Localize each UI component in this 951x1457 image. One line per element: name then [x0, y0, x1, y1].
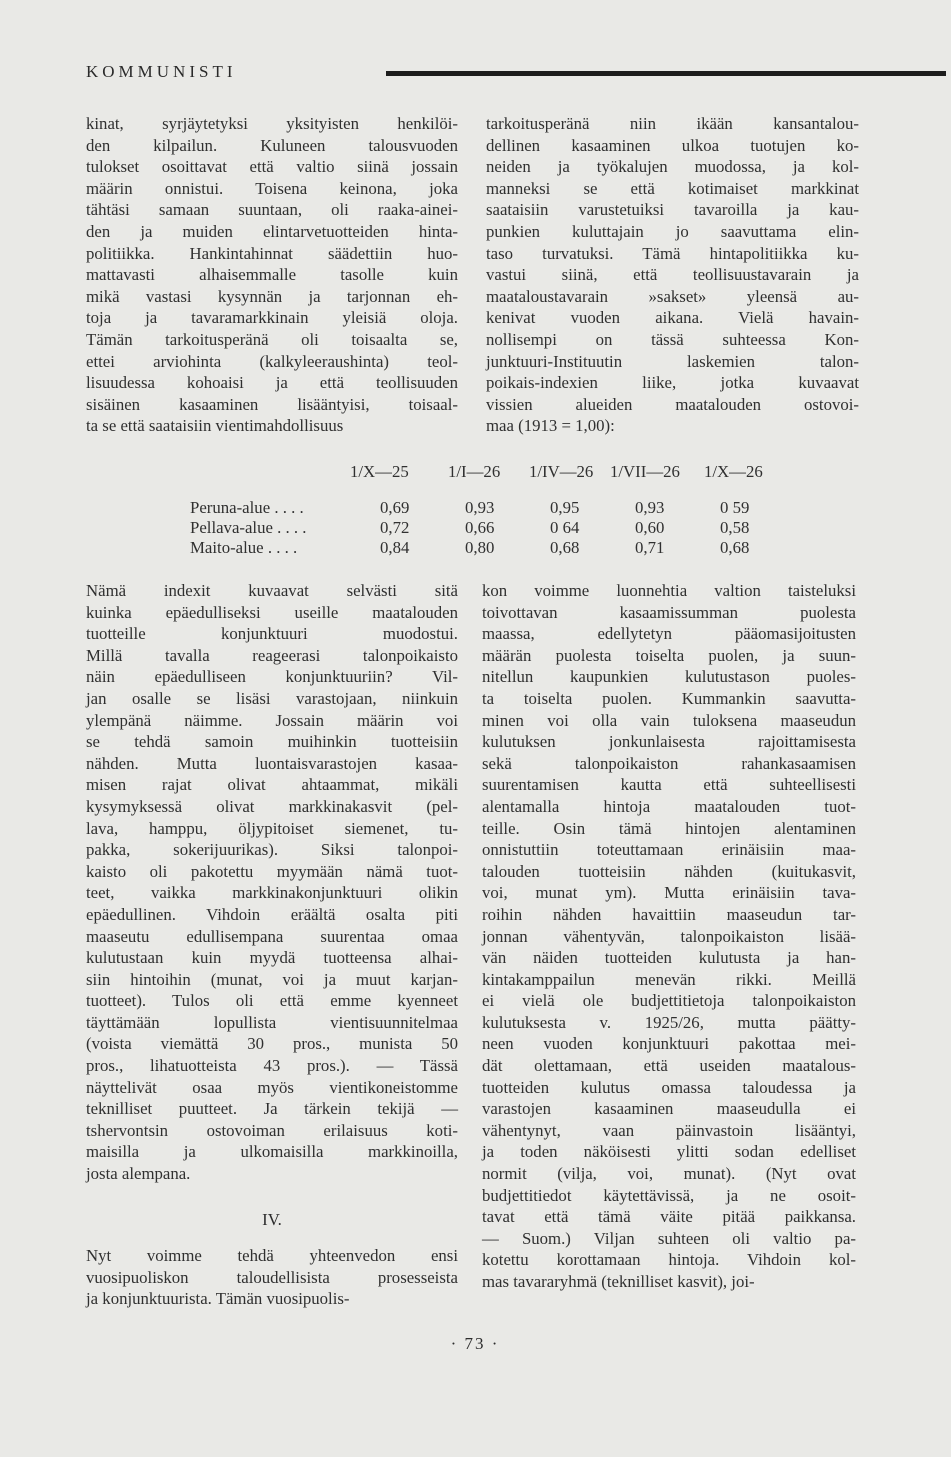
text-line: tuotteiden kulutus omassa taloudessa ja	[482, 1077, 856, 1097]
bottom-left-column	[86, 580, 458, 1185]
text-line: mattavasti alhaisemmalle tasolle kuin	[86, 265, 458, 285]
text-line: dät olettamaan, että useiden maatalous-	[482, 1056, 856, 1076]
text-line: nitellun kaupunkien kulutustason puoles-	[482, 667, 856, 687]
top-left-column	[86, 113, 458, 437]
text-line: poikais-indexien liike, jotka kuvaavat	[486, 373, 859, 393]
text-line: mikä vastasi kysynnän ja tarjonnan eh-	[86, 286, 458, 306]
bottom-right-column	[482, 580, 856, 1293]
text-line: dellinen kasaaminen ulkoa tuotujen ko-	[486, 135, 859, 155]
text-line: neiden ja työkalujen muodossa, ja kol-	[486, 157, 859, 177]
text-line: normit (vilja, voi, munat). (Nyt ovat	[482, 1164, 856, 1184]
table-cell: 0,68	[720, 538, 750, 557]
text-line: den ja muiden elintarvetuotteiden hinta-	[86, 221, 458, 241]
table-cell: 0,95	[550, 498, 580, 517]
text-line: tavat että tämä väite pitää paikkansa.	[482, 1207, 856, 1227]
text-line: josta alempana.	[86, 1164, 191, 1184]
header-rule	[386, 71, 946, 76]
text-line: kotettu korottamaan hintoja. Vihdoin kol-	[482, 1250, 856, 1270]
text-line: mas tavararyhmä (teknilliset kasvit), joi-	[482, 1272, 755, 1291]
text-line: teet, vaikka markkinakonjunktuuri olikin	[86, 883, 458, 903]
text-line: määrin onnistui. Toisena keinona, joka	[86, 178, 458, 198]
text-line: roihin nähden havaittiin maaseudun tar-	[482, 904, 856, 924]
text-line: kintakamppailun menevän rikki. Meillä	[482, 969, 856, 989]
page-number: · 73 ·	[450, 1334, 500, 1353]
text-line: tuotteet). Tulos oli että emme kyenneet	[86, 991, 458, 1011]
text-line: ettei arviohinta (kalkyleeraushinta) teol-	[86, 351, 458, 371]
text-line: siin hintoihin (munat, voi ja muut karjan-	[86, 969, 458, 989]
text-line: voi, munat ym). Mutta erinäisiin tava-	[482, 883, 856, 903]
text-line: nähden. Mutta luontaisvarastojen kasaa-	[86, 753, 458, 773]
text-line: tarkoitusperänä niin ikään kansantalou-	[486, 114, 859, 133]
text-line: — Suom.) Viljan suhteen oli valtio pa-	[482, 1228, 856, 1248]
text-line: Nämä indexit kuvaavat selvästi sitä	[86, 581, 458, 600]
table-row	[190, 498, 790, 518]
text-line: vähentynyt, vaan päinvastoin lisääntyi,	[482, 1120, 856, 1140]
text-line: pros., lihatuotteista 43 pros.). — Tässä	[86, 1056, 458, 1076]
table-cell: 0,60	[635, 518, 665, 537]
text-line: varastojen kasaaminen maaseudulla ei	[482, 1099, 856, 1119]
text-line: teknilliset puutteet. Ja tärkein tekijä —	[86, 1099, 458, 1119]
table-cell: 0 64	[550, 518, 580, 537]
text-line: näin epäedulliseen konjunktuuriin? Vil-	[86, 667, 458, 687]
text-line: epäedullinen. Vihdoin eräältä osalta piti	[86, 904, 458, 924]
text-line: lava, hamppu, öljypitoiset siemenet, tu-	[86, 818, 458, 838]
row-label: Pellava-alue . . . .	[190, 518, 307, 537]
text-line: kon voimme luonnehtia valtion taisteluksi	[482, 581, 856, 600]
text-line: vastui siinä, että teollisuustavarain ja	[486, 265, 859, 285]
text-line: den kilpailun. Kuluneen talousvuoden	[86, 135, 458, 155]
table-cell: 0 59	[720, 498, 750, 517]
text-line: sekä talonpoikaiston rahankasaamisen	[482, 753, 856, 773]
table-header: 1/X—25	[350, 462, 409, 481]
table-row	[190, 538, 790, 558]
table-header: 1/IV—26	[529, 462, 594, 481]
text-line: sisäinen kasaaminen lisääntyisi, toisaal-	[86, 394, 458, 414]
text-line: tähtäsi samaan suuntaan, oli raaka-ainei-	[86, 200, 458, 220]
text-line: neen vuoden konjunktuuri pakottaa mei-	[482, 1034, 856, 1054]
table-header: 1/X—26	[704, 462, 763, 481]
table-cell: 0,69	[380, 498, 410, 517]
text-line: jan osalle se lisäsi varastojaan, niinkuin	[86, 688, 458, 708]
row-label: Maito-alue . . . .	[190, 538, 298, 557]
table-cell: 0,71	[635, 538, 665, 557]
text-line: Millä tavalla reageerasi talonpoikaisto	[86, 645, 458, 665]
table-header: 1/I—26	[448, 462, 501, 481]
text-line: politiikka. Hankintahinnat säädettiin huo-	[86, 243, 458, 263]
table-header: 1/VII—26	[610, 462, 680, 481]
text-line: kinat, syrjäytetyksi yksityisten henkilöi-	[86, 114, 458, 133]
text-line: ei vielä ole budjettitietoja talonpoikaiston	[482, 991, 856, 1011]
text-line: (voista viemättä 30 pros., munista 50	[86, 1034, 458, 1054]
table-cell: 0,84	[380, 538, 410, 557]
text-line: Tämän tarkoitusperänä oli toisaalta se,	[86, 329, 458, 349]
text-line: vuosipuoliskon taloudellisista prosesseista	[86, 1267, 458, 1287]
bottom-left-continued	[86, 1245, 458, 1310]
text-line: minen voi olla vain tuloksena maaseudun	[482, 710, 856, 730]
text-line: ja konjunktuurista. Tämän vuosipuolis-	[86, 1289, 350, 1309]
text-line: toja ja tavaramarkkinain yleisiä oloja.	[86, 308, 458, 328]
text-line: suurentamisen kautta että suhteellisesti	[482, 775, 856, 795]
table-cell: 0,80	[465, 538, 495, 557]
table-cell: 0,93	[635, 498, 665, 517]
table-cell: 0,72	[380, 518, 410, 537]
text-line: täyttämään lopullista vientisuunnitelmaa	[86, 1012, 458, 1032]
text-line: maaseutu edullisempana suurentaa omaa	[86, 926, 458, 946]
table-header-row	[190, 462, 790, 484]
text-line: lisuudessa kohoaisi ja että teollisuuden	[86, 373, 458, 393]
top-right-column	[486, 113, 859, 437]
text-line: budjettitiedot käytettävissä, ja ne osoit-	[482, 1185, 856, 1205]
text-line: onnistuttiin toteuttamaan erinäisiin maa-	[482, 840, 856, 860]
text-line: tulokset osoittavat että valtio siinä jossain	[86, 157, 458, 177]
text-line: talouden tuotteisiin nähden (kuitukasvit,	[482, 861, 856, 881]
text-line: kenivat vuoden aikana. Vielä havain-	[486, 308, 859, 328]
text-line: manneksi se että kotimaiset markkinat	[486, 178, 859, 198]
table-cell: 0,68	[550, 538, 580, 557]
table-row	[190, 518, 790, 538]
text-line: ta toiselta puolen. Kummankin saavutta-	[482, 688, 856, 708]
table-cell: 0,93	[465, 498, 495, 517]
text-line: se tehdä samoin muihinkin tuotteisiin	[86, 732, 458, 752]
text-line: misen rajat olivat ahtaammat, mikäli	[86, 775, 458, 795]
text-line: tshervontsin ostovoiman erilaisuus koti-	[86, 1120, 458, 1140]
text-line: nollisempi on tässä suhteessa Kon-	[486, 329, 859, 349]
text-line: näyttelivät osaa myös vientikoneistomme	[86, 1077, 458, 1097]
text-line: maassa, edellytetyn pääomasijoitusten	[482, 624, 856, 644]
text-line: ja toden näköisesti ylitti sodan edelliset	[482, 1142, 856, 1162]
text-line: ta se että saataisiin vientimahdollisuus	[86, 416, 344, 436]
text-line: teille. Osin tämä hintojen alentaminen	[482, 818, 856, 838]
text-line: kulutuksesta v. 1925/26, mutta päätty-	[482, 1012, 856, 1032]
text-line: Nyt voimme tehdä yhteenvedon ensi	[86, 1246, 458, 1265]
text-line: kuinka epäedulliseksi useille maatalouden	[86, 602, 458, 622]
row-label: Peruna-alue . . . .	[190, 498, 304, 517]
text-line: pakka, sokerijuurikas). Siksi talonpoi-	[86, 840, 458, 860]
text-line: määrän puolesta toiselta puolen, ja suun-	[482, 645, 856, 665]
table-cell: 0,58	[720, 518, 750, 537]
text-line: maataloustavarain »sakset» yleensä au-	[486, 286, 859, 306]
page-header	[86, 62, 866, 86]
journal-title: KOMMUNISTI	[86, 62, 237, 81]
text-line: vän näiden tuotteiden kulutusta ja han-	[482, 948, 856, 968]
text-line: toivottavan kasaamissumman puolesta	[482, 602, 856, 622]
text-line: maa (1913 = 1,00):	[486, 416, 615, 436]
text-line: alentamalla hintoja maatalouden tuot-	[482, 796, 856, 816]
text-line: kulutuksen jonkunlaisesta rajoittamisesta	[482, 732, 856, 752]
text-line: kaisto oli pakotettu myymään nämä tuot-	[86, 861, 458, 881]
text-line: maisilla ja ulkomaisilla markkinoilla,	[86, 1142, 458, 1162]
text-line: vissien alueiden maatalouden ostovoi-	[486, 394, 859, 414]
text-line: tuotteille konjunktuuri muodostui.	[86, 624, 458, 644]
text-line: saataisiin varustetuiksi tavaroilla ja kau-	[486, 200, 859, 220]
text-line: junktuuri-Instituutin laskemien talon-	[486, 351, 859, 371]
text-line: jonnan vähentyvän, talonpoikaiston lisää-	[482, 926, 856, 946]
section-heading: IV.	[262, 1210, 282, 1229]
text-line: taso turvatuksi. Tämä hintapolitiikka ku-	[486, 243, 859, 263]
text-line: punkien kuluttajain jo saavuttama elin-	[486, 221, 859, 241]
text-line: kysymyksessä olivat markkinakasvit (pel-	[86, 796, 458, 816]
text-line: kulutustaan kuin myydä tuotteensa alhai-	[86, 948, 458, 968]
text-line: ylempänä näimme. Jossain määrin voi	[86, 710, 458, 730]
table-cell: 0,66	[465, 518, 495, 537]
